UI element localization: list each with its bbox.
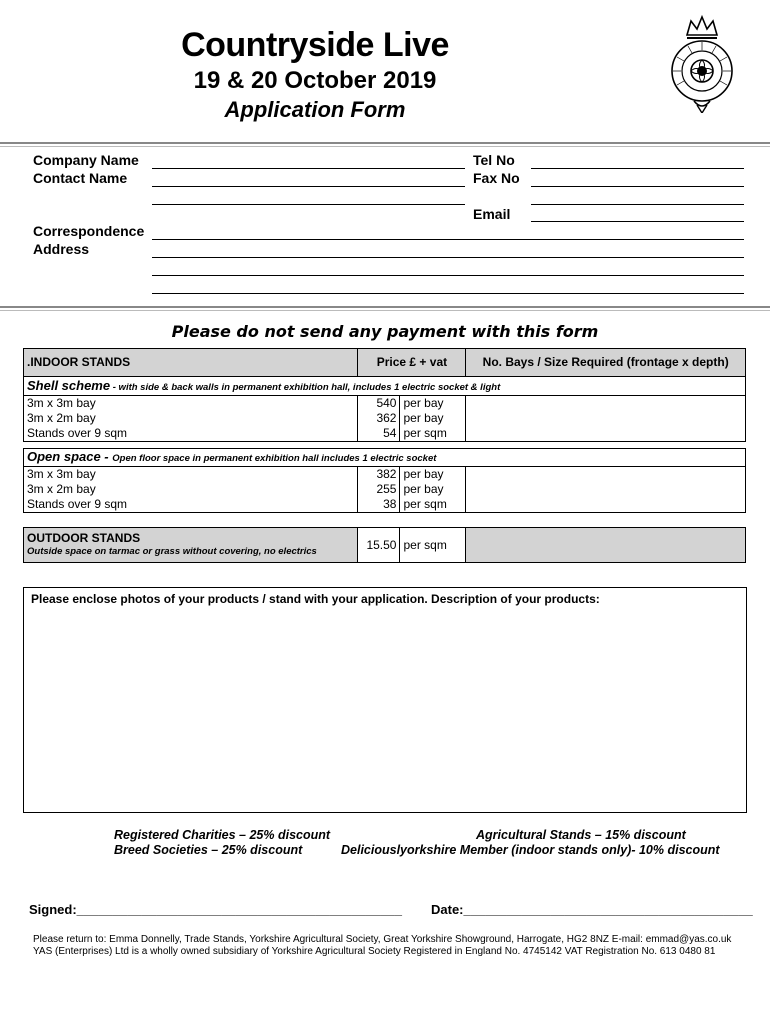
outdoor-price: 15.50 (358, 528, 400, 563)
table-row: 3m x 2m bay 362 per bay (24, 411, 746, 426)
table-row: 3m x 3m bay 540 per bay (24, 396, 746, 412)
discount-deliciouslyorkshire: Deliciouslyorkshire Member (indoor stands only)- 10% discount (341, 843, 720, 857)
fax-label: Fax No (473, 170, 520, 186)
product-description-box[interactable] (23, 587, 747, 813)
date-field[interactable]: Date:________________________________________ (431, 902, 753, 917)
fax-extra-field[interactable] (531, 204, 744, 205)
payment-notice: Please do not send any payment with this form (171, 322, 599, 341)
contact-name-label: Contact Name (33, 170, 128, 186)
shell-3x3-bays-input[interactable] (466, 396, 746, 412)
address-field-4[interactable] (152, 293, 744, 294)
table-row: Stands over 9 sqm 54 per sqm (24, 426, 746, 442)
company-name-field[interactable] (152, 168, 465, 169)
company-name-label: Company Name (33, 152, 139, 168)
stands-table (23, 348, 746, 563)
outdoor-stands-title: OUTDOOR STANDS (27, 531, 141, 545)
open-space-subtitle: Open floor space in permanent exhibition hall includes 1 electric socket (112, 453, 437, 464)
tel-label: Tel No (473, 152, 515, 168)
open-over9-size-input[interactable] (466, 497, 746, 513)
fax-field[interactable] (531, 186, 744, 187)
discount-agricultural: Agricultural Stands – 15% discount (476, 828, 686, 842)
indoor-stands-header: .INDOOR STANDS (24, 349, 358, 377)
open-3x2-bays-input[interactable] (466, 482, 746, 497)
shell-over9-size-input[interactable] (466, 426, 746, 442)
price-header: Price £ + vat (358, 349, 466, 377)
shell-scheme-title: Shell scheme (27, 377, 111, 393)
footer-return-address: Please return to: Emma Donnelly, Trade Stands, Yorkshire Agricultural Society, Great Yorkshire Showground, Harrogate, HG2 8NZ E-mail: emmad@yas.co.uk (33, 934, 732, 945)
open-space-row (24, 449, 746, 467)
event-dates: 19 & 20 October 2019 (193, 67, 437, 94)
address-field-1[interactable] (152, 239, 744, 240)
product-description-label: Please enclose photos of your products / stand with your application. Description of your products: (31, 592, 600, 606)
email-label: Email (473, 206, 511, 222)
contact-name-field[interactable] (152, 186, 465, 187)
outdoor-size-input[interactable] (466, 528, 746, 563)
bays-header: No. Bays / Size Required (frontage x depth) (466, 349, 746, 377)
divider-top (0, 142, 770, 144)
table-header-row (24, 349, 746, 377)
discount-charities: Registered Charities – 25% discount (114, 828, 331, 842)
signed-field[interactable]: Signed:_____________________________________________ (29, 902, 403, 917)
discount-breed: Breed Societies – 25% discount (114, 843, 303, 857)
open-space-title: Open space - (27, 449, 113, 464)
divider-middle (0, 306, 770, 308)
divider-middle-thin (0, 310, 770, 311)
divider-top-thin (0, 146, 770, 147)
outdoor-stands-subtitle: Outside space on tarmac or grass without covering, no electrics (27, 546, 317, 557)
outdoor-stands-row (24, 528, 746, 563)
page-title: Countryside Live (181, 26, 449, 64)
form-name: Application Form (224, 97, 406, 122)
address-field-2[interactable] (152, 257, 744, 258)
society-logo-icon (669, 13, 735, 113)
shell-scheme-subtitle: - with side & back walls in permanent exhibition hall, includes 1 electric socket & light (110, 381, 501, 393)
shell-scheme-row (24, 377, 746, 396)
address-label-1: Correspondence (33, 223, 145, 239)
tel-field[interactable] (531, 168, 744, 169)
address-label-2: Address (33, 241, 90, 257)
shell-3x2-bays-input[interactable] (466, 411, 746, 426)
outdoor-unit: per sqm (400, 528, 466, 563)
contact-name-extra-field[interactable] (152, 204, 465, 205)
open-3x3-bays-input[interactable] (466, 467, 746, 483)
email-field[interactable] (531, 221, 744, 222)
address-field-3[interactable] (152, 275, 744, 276)
table-row: Stands over 9 sqm 38 per sqm (24, 497, 746, 513)
table-row: 3m x 2m bay 255 per bay (24, 482, 746, 497)
footer-company-info: YAS (Enterprises) Ltd is a wholly owned subsidiary of Yorkshire Agricultural Society Registered in England No. 4745142 VAT Registration No. 613 0480 81 (33, 946, 716, 957)
table-row: 3m x 3m bay 382 per bay (24, 467, 746, 483)
